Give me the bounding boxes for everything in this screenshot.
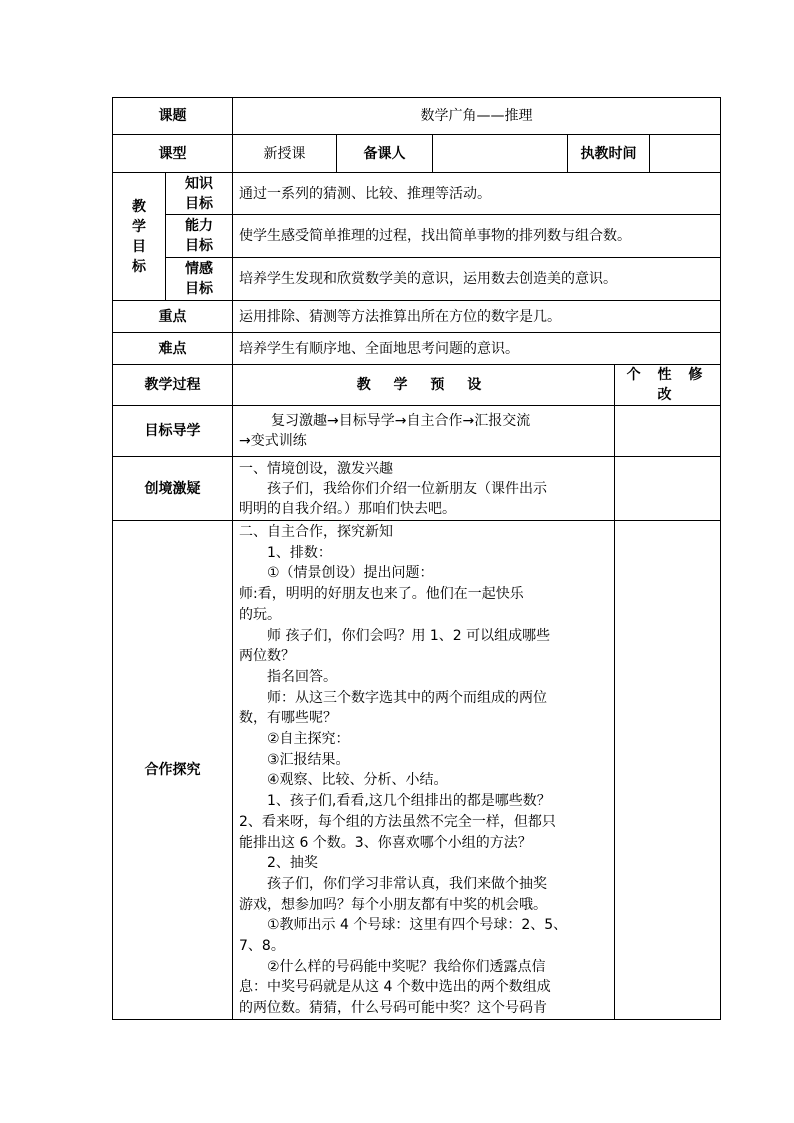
situation-content: [233, 457, 615, 521]
key-point-text: 运用排除、猜测等方法推算出所在方位的数字是几。: [233, 301, 721, 333]
ability-goal-text: 使学生感受简单推理的过程，找出简单事物的排列数与组合数。: [233, 215, 721, 258]
ability-goal-row: [113, 215, 721, 258]
difficulty-label: 难点: [113, 333, 233, 365]
cooperation-line: 师:看，明明的好朋友也来了。他们在一起快乐: [239, 586, 524, 603]
ability-goal-label: 能力 目标: [166, 215, 233, 258]
situation-line: 明明的自我介绍。）那咱们快去吧。: [239, 500, 456, 517]
cooperation-line: 数，有哪些呢？: [239, 710, 337, 727]
cooperation-line: ①教师出示 4 个号球：这里有四个号球：2、5、: [267, 917, 568, 934]
guide-line: →变式训练: [239, 433, 307, 449]
preparer-value: [433, 135, 568, 173]
cooperation-line: ①（情景创设）提出问题：: [267, 565, 434, 582]
lesson-plan-table: [112, 97, 721, 1020]
cooperation-line: 1、孩子们,看看,这几个组排出的都是哪些数？: [267, 793, 551, 810]
guide-label: 目标导学: [113, 406, 233, 457]
cooperation-line: 的两位数。猜猜，什么号码可能中奖？这个号码肯: [239, 1000, 547, 1017]
type-value: 新授课: [233, 135, 337, 173]
cooperation-line: ②什么样的号码能中奖呢？我给你们透露点信: [267, 958, 546, 975]
difficulty-row: [113, 333, 721, 365]
cooperation-line: 2、看来呀，每个组的方法虽然不完全一样，但都只: [239, 813, 556, 830]
key-point-row: [113, 301, 721, 333]
cooperation-lines: [239, 522, 608, 1019]
cooperation-line: 1、排数：: [267, 544, 332, 561]
emotion-goal-text: 培养学生发现和欣赏数学美的意识，运用数去创造美的意识。: [233, 258, 721, 301]
cooperation-line: 7、8。: [239, 938, 285, 955]
difficulty-text: 培养学生有顺序地、全面地思考问题的意识。: [233, 333, 721, 365]
cooperation-line: ②自主探究：: [267, 731, 350, 748]
cooperation-content: [233, 521, 615, 1020]
knowledge-goal-row: [113, 173, 721, 215]
guide-notes: [615, 406, 721, 457]
time-label: 执教时间: [568, 135, 650, 173]
topic-label: 课题: [113, 98, 233, 135]
cooperation-line: 游戏，想参加吗？每个小朋友都有中奖的机会哦。: [239, 896, 547, 913]
guide-content: [233, 406, 615, 457]
topic-row: [113, 98, 721, 135]
situation-label: 创境激疑: [113, 457, 233, 521]
emotion-goal-label: 情感 目标: [166, 258, 233, 301]
guide-row: [113, 406, 721, 457]
process-header-col3: 个 性 修 改: [615, 365, 721, 406]
goal-char: 标: [132, 258, 146, 275]
cooperation-line: 指名回答。: [267, 668, 337, 685]
goal-char: 教: [132, 198, 146, 215]
knowledge-goal-label: 知识 目标: [166, 173, 233, 215]
situation-notes: [615, 457, 721, 521]
cooperation-notes: [615, 521, 721, 1020]
cooperation-line: 师：从这三个数字选其中的两个而组成的两位: [267, 689, 547, 706]
topic-value: 数学广角——推理: [233, 98, 721, 135]
cooperation-line: 2、抽奖: [267, 855, 318, 872]
type-row: [113, 135, 721, 173]
teaching-goals-label: [113, 173, 166, 301]
key-point-label: 重点: [113, 301, 233, 333]
cooperation-line: 能排出这 6 个数。3、你喜欢哪个小组的方法？: [239, 834, 532, 851]
goal-char: 学: [132, 218, 146, 235]
cooperation-line: 二、自主合作，探究新知: [239, 524, 393, 540]
process-header-col2: 教 学 预 设: [233, 365, 615, 406]
type-label: 课型: [113, 135, 233, 173]
cooperation-line: ④观察、比较、分析、小结。: [267, 772, 448, 789]
process-header-col1: 教学过程: [113, 365, 233, 406]
preparer-label: 备课人: [337, 135, 433, 173]
situation-line: 孩子们，我给你们介绍一位新朋友（课件出示: [267, 480, 547, 497]
cooperation-line: 息：中奖号码就是从这 4 个数中选出的两个数组成: [239, 979, 551, 996]
cooperation-line: 的玩。: [239, 606, 281, 623]
situation-line: 一、情境创设，激发兴趣: [239, 460, 393, 477]
cooperation-line: 孩子们，你们学习非常认真，我们来做个抽奖: [267, 875, 547, 892]
cooperation-line: ③汇报结果。: [267, 751, 350, 768]
knowledge-goal-text: 通过一系列的猜测、比较、推理等活动。: [233, 173, 721, 215]
guide-line: 复习激趣→目标导学→自主合作→汇报交流: [271, 413, 531, 429]
time-value: [650, 135, 721, 173]
process-header-row: [113, 365, 721, 406]
situation-row: [113, 457, 721, 521]
goal-char: 目: [132, 238, 146, 255]
cooperation-line: 师 孩子们，你们会吗？用 1、2 可以组成哪些: [267, 627, 551, 644]
cooperation-label: 合作探究: [113, 521, 233, 1020]
cooperation-row: [113, 521, 721, 1020]
emotion-goal-row: [113, 258, 721, 301]
cooperation-line: 两位数？: [239, 648, 295, 665]
